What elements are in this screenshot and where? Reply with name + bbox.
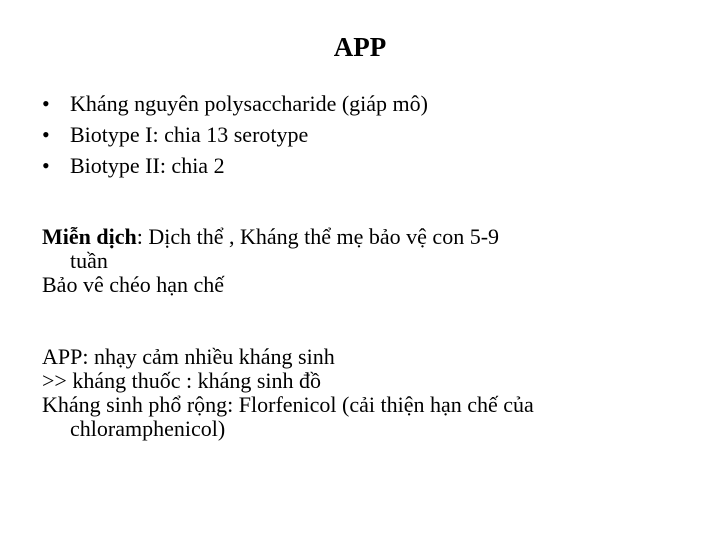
resistance-line: >> kháng thuốc : kháng sinh đồ [42, 368, 322, 393]
bullet-list [42, 88, 682, 181]
immunity-line-continued: tuần [70, 248, 108, 273]
sensitivity-line: APP: nhạy cảm nhiều kháng sinh [42, 344, 335, 369]
broad-spectrum-line: Kháng sinh phổ rộng: Florfenicol (cải thiện hạn chế của [42, 392, 534, 417]
immunity-paragraph [42, 225, 692, 297]
bullet-dot-icon: • [42, 122, 50, 147]
antibiotics-paragraph [42, 345, 692, 441]
immunity-line [42, 225, 692, 249]
immunity-text: : Dịch thể , Kháng thể mẹ bảo vệ con 5-9 [136, 224, 500, 249]
bullet-text: Kháng nguyên polysaccharide (giáp mô) [70, 91, 428, 116]
bullet-text: Biotype I: chia 13 serotype [70, 122, 309, 147]
slide-title: APP [333, 32, 387, 62]
bullet-item [42, 88, 682, 119]
bullet-text: Biotype II: chia 2 [70, 153, 225, 178]
bullet-dot-icon: • [42, 91, 50, 116]
broad-spectrum-line-continued: chloramphenicol) [70, 416, 226, 441]
bullet-item [42, 119, 682, 150]
cross-protection-line: Bảo vê chéo hạn chế [42, 272, 225, 297]
bullet-item [42, 150, 682, 181]
immunity-label: Miễn dịch [42, 224, 137, 249]
bullet-dot-icon: • [42, 153, 50, 178]
